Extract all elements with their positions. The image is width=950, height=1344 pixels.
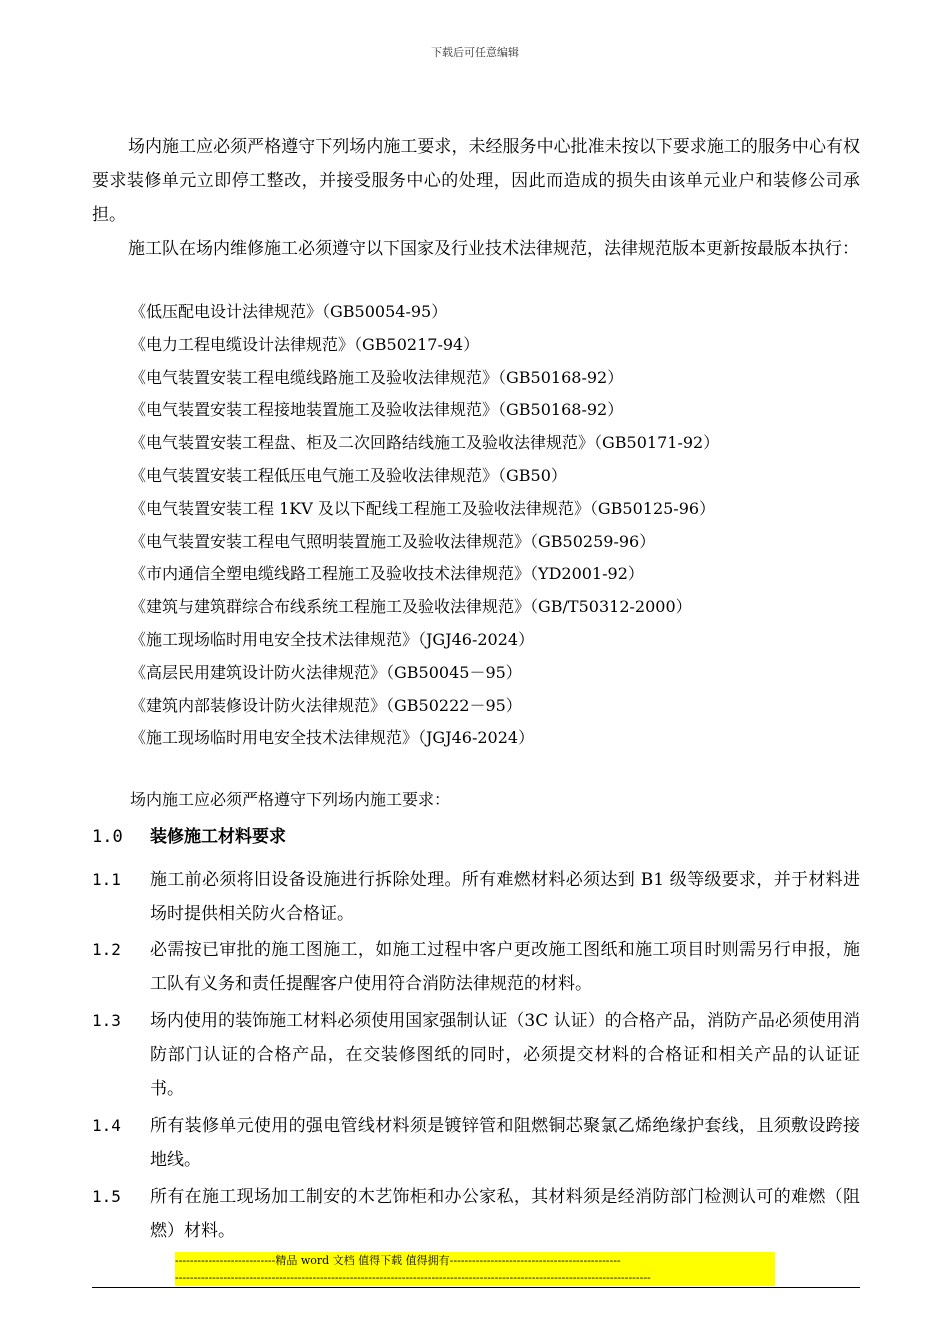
item-number: 1.3 bbox=[92, 1011, 121, 1030]
item-text: 必需按已审批的施工图施工，如施工过程中客户更改施工图纸和施工项目时则需另行申报，施工队有义务和责任提醒客户使用符合消防法律规范的材料。 bbox=[150, 940, 860, 994]
standard-item: 《施工现场临时用电安全技术法律规范》（JGJ46-2024） bbox=[130, 728, 535, 748]
numbered-item bbox=[92, 863, 860, 931]
standard-item: 《电气装置安装工程接地装置施工及验收法律规范》（GB50168-92） bbox=[130, 400, 624, 420]
standard-item: 《电气装置安装工程低压电气施工及验收法律规范》（GB50） bbox=[130, 465, 567, 485]
numbered-item bbox=[92, 933, 860, 1001]
standard-item: 《建筑与建筑群综合布线系统工程施工及验收法律规范》（GB/T50312-2000） bbox=[130, 597, 692, 617]
standard-item: 《电气装置安装工程 1KV 及以下配线工程施工及验收法律规范》（GB50125-96） bbox=[130, 498, 716, 518]
standard-item: 《建筑内部装修设计防火法律规范》（GB50222－95） bbox=[130, 695, 522, 715]
item-number: 1.4 bbox=[92, 1116, 121, 1135]
item-text: 施工前必须将旧设备设施进行拆除处理。所有难燃材料必须达到 B1 级等级要求，并于材料进场时提供相关防火合格证。 bbox=[150, 870, 860, 924]
item-text: 场内使用的装饰施工材料必须使用国家强制认证（3C 认证）的合格产品，消防产品必须使用消防部门认证的合格产品，在交装修图纸的同时，必须提交材料的合格证和相关产品的认证证书。 bbox=[150, 1011, 860, 1099]
item-number: 1.5 bbox=[92, 1187, 121, 1206]
section-heading bbox=[92, 822, 286, 847]
section-title: 装修施工材料要求 bbox=[150, 827, 286, 847]
numbered-item bbox=[92, 1109, 860, 1177]
page-header: 下载后可任意编辑 bbox=[431, 46, 519, 59]
footer-banner-line-2: -------------------------------------------------------------------------------------------------------------------------------- bbox=[175, 1269, 775, 1286]
standard-item: 《电气装置安装工程电缆线路施工及验收法律规范》（GB50168-92） bbox=[130, 367, 624, 387]
footer-divider bbox=[92, 1287, 860, 1288]
body-paragraph-1: 场内施工应必须严格遵守下列场内施工要求，未经服务中心批准未按以下要求施工的服务中心有权要求装修单元立即停工整改，并接受服务中心的处理，因此而造成的损失由该单元业户和装修公司承担。 bbox=[92, 137, 860, 225]
standards-list bbox=[130, 296, 719, 755]
section-number: 1.0 bbox=[92, 827, 123, 847]
body-paragraph-2: 施工队在场内维修施工必须遵守以下国家及行业技术法律规范，法律规范版本更新按最版本执行： bbox=[128, 239, 859, 259]
standard-item: 《电气装置安装工程电气照明装置施工及验收法律规范》（GB50259-96） bbox=[130, 531, 656, 551]
standard-item: 《市内通信全塑电缆线路工程施工及验收技术法律规范》（YD2001-92） bbox=[130, 564, 644, 584]
item-number: 1.1 bbox=[92, 870, 121, 889]
item-number: 1.2 bbox=[92, 940, 121, 959]
item-text: 所有在施工现场加工制安的木艺饰柜和办公家私，其材料须是经消防部门检测认可的难燃（阻燃）材料。 bbox=[150, 1187, 860, 1241]
numbered-item bbox=[92, 1180, 860, 1248]
item-text: 所有装修单元使用的强电管线材料须是镀锌管和阻燃铜芯聚氯乙烯绝缘护套线，且须敷设跨接地线。 bbox=[150, 1116, 860, 1170]
standard-item: 《高层民用建筑设计防火法律规范》（GB50045－95） bbox=[130, 662, 522, 682]
footer-banner-line-1: ---------------------------精品 word 文档 值得下载 值得拥有---------------------------------------------- bbox=[175, 1252, 775, 1269]
standard-item: 《施工现场临时用电安全技术法律规范》（JGJ46-2024） bbox=[130, 629, 535, 649]
requirements-intro: 场内施工应必须严格遵守下列场内施工要求： bbox=[130, 790, 451, 809]
standard-item: 《电力工程电缆设计法律规范》（GB50217-94） bbox=[130, 334, 480, 354]
standard-item: 《低压配电设计法律规范》（GB50054-95） bbox=[130, 302, 448, 321]
standard-item: 《电气装置安装工程盘、柜及二次回路结线施工及验收法律规范》（GB50171-92） bbox=[130, 433, 720, 453]
numbered-item bbox=[92, 1004, 860, 1106]
